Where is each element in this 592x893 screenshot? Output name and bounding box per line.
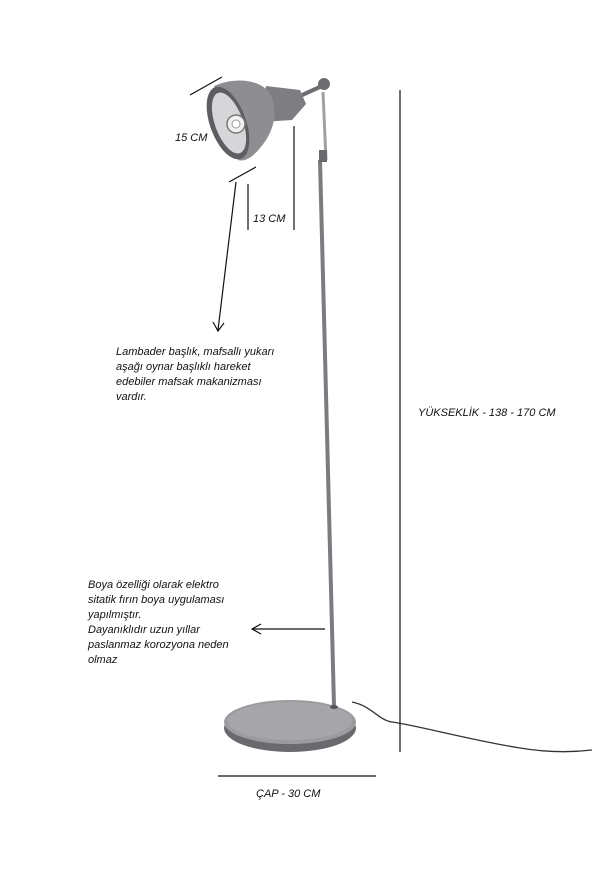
lamp-head	[198, 80, 306, 164]
paint-note: Boya özelliği olarak elektro sitatik fırın boya uygulaması yapılmıştır. Dayanıklıdır uzun yıllar paslanmaz korozyona neden olmaz	[88, 579, 229, 666]
power-cord	[352, 702, 592, 752]
lamp-joint	[300, 78, 330, 96]
head-depth-label: 13 CM	[253, 213, 286, 225]
callout-arrows	[213, 182, 325, 634]
lamp-pole	[319, 92, 338, 709]
head-note: Lambader başlık, mafsallı yukarı aşağı oynar başlıklı hareket edebiler mafsak makanizması vardır.	[116, 346, 275, 403]
head-note-arrow	[218, 182, 236, 330]
height-label: YÜKSEKLİK - 138 - 170 CM	[418, 407, 556, 419]
head-width-line-bottom	[229, 167, 256, 182]
dimension-lines	[190, 77, 400, 776]
base-diameter-label: ÇAP - 30 CM	[256, 788, 321, 800]
head-width-label: 15 CM	[175, 132, 208, 144]
